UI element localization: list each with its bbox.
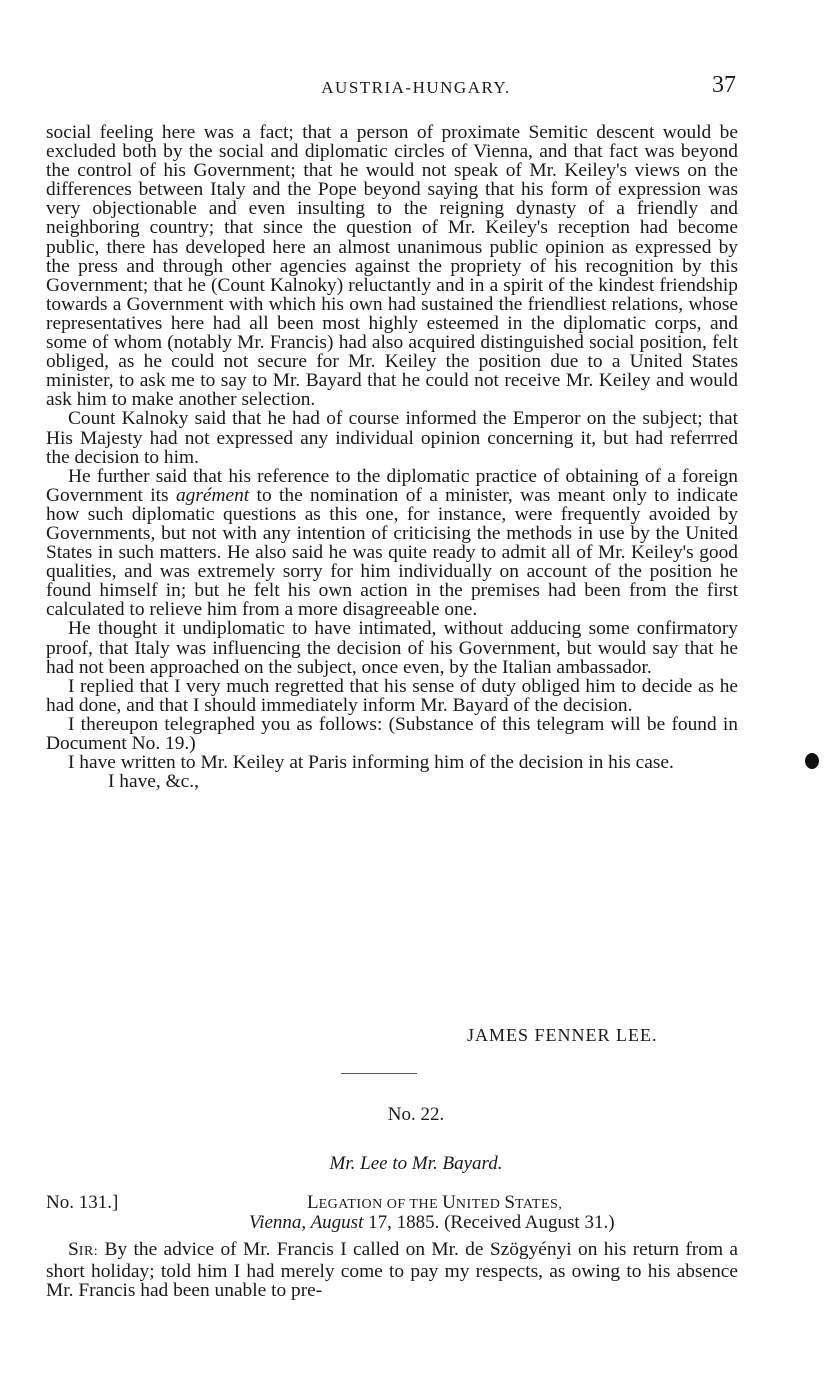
text-run: EGATION OF THE <box>318 1197 443 1212</box>
text-run: L <box>307 1192 319 1213</box>
dateline <box>249 1212 615 1234</box>
italic-term: agrément <box>175 484 250 506</box>
text-run: to the nomination of a minister, was meant only to indicate how such diplomatic questions as this one, for instance, were frequently avoided by Governments, but not with any intention of criticising the methods in use by the United States in such matters. He also said he was quite ready to admit all of Mr. Keiley's good qualities, and was extremely sorry for him individually on account of the position he found himself in; but he felt his own action in the premises had been from the first calculated to relieve him from a more disagreeable one. <box>46 484 738 621</box>
ink-speck <box>805 753 819 769</box>
text-run: He further said that his reference to the diplomatic practice of obtaining of a foreign Government its <box>46 465 738 506</box>
text-run: NITED <box>455 1197 505 1212</box>
paragraph <box>46 467 738 620</box>
text-run: S <box>504 1192 515 1213</box>
paragraph: I have written to Mr. Keiley at Paris informing him of the decision in his case. <box>68 752 674 774</box>
paragraph: social feeling here was a fact; that a person of proximate Semitic descent would be excluded both by the social and diplomatic circles of Vienna, and that fact was beyond the control of his Government; that he would not speak of Mr. Keiley's views on the differences between Italy and the Pope beyond saying that his form of expression was very objectionable and even insulting to the reigning dynasty of a friendly and neighboring country; that since the question of Mr. Keiley's reception had become public, there has developed here an almost unanimous public opinion as expressed by the press and through other agencies against the propriety of his recognition by this Government; that he (Count Kalnoky) reluctantly and in a spirit of the kindest friendship towards a Government with which his own had sustained the friendliest relations, whose representatives here had all been most highly esteemed in the diplomatic corps, and some of whom (notably Mr. Francis) had also acquired distinguished social position, felt obliged, as he could not secure for Mr. Keiley the position due to a United States minister, to ask me to say to Mr. Bayard that he could not receive Mr. Keiley and would ask him to make another selection. <box>46 122 738 411</box>
section-divider <box>341 1073 417 1074</box>
text-run: By the advice of Mr. Francis I called on Mr. de Szögyényi on his return from a short holiday; told him I had merely come to pay my respects, as owing to his absence Mr. Francis had been unable to pre- <box>46 1239 738 1301</box>
running-title: AUSTRIA-HUNGARY. <box>321 78 511 97</box>
text-run: S <box>68 1239 79 1260</box>
paragraph: He thought it undiplomatic to have intimated, without adducing some confirmatory proof, that Italy was influencing the decision of his Government, but would say that he had not been approached on the subject, once even, by the Italian ambassador. <box>46 618 738 678</box>
letter-body <box>46 123 738 791</box>
text-run: IR: <box>78 1244 99 1259</box>
paragraph: I replied that I very much regretted that his sense of duty obliged him to decide as he had done, and that I should immediately inform Mr. Bayard of the decision. <box>46 675 738 716</box>
reference-number: No. 131.] <box>46 1192 119 1213</box>
text-run: 17, 1885. (Received August 31.) <box>363 1212 615 1233</box>
closing-line: I have, &c., <box>108 771 199 793</box>
letter-opening <box>46 1240 738 1301</box>
paragraph <box>46 1240 738 1301</box>
legation-heading <box>307 1192 562 1214</box>
document-subtitle: Mr. Lee to Mr. Bayard. <box>329 1153 503 1174</box>
signature: JAMES FENNER LEE. <box>467 1025 658 1045</box>
paragraph: Count Kalnoky said that he had of course informed the Emperor on the subject; that His Majesty had not expressed any individual opinion concerning it, but had referrred the decision to him. <box>46 408 738 468</box>
paragraph: I thereupon telegraphed you as follows: (Substance of this telegram will be found in Document No. 19.) <box>46 713 738 754</box>
document-number: No. 22. <box>387 1104 445 1125</box>
text-run: U <box>442 1192 456 1213</box>
text-run: TATES, <box>514 1197 563 1212</box>
page-number: 37 <box>712 72 736 98</box>
text-run: Vienna, August <box>249 1212 364 1233</box>
